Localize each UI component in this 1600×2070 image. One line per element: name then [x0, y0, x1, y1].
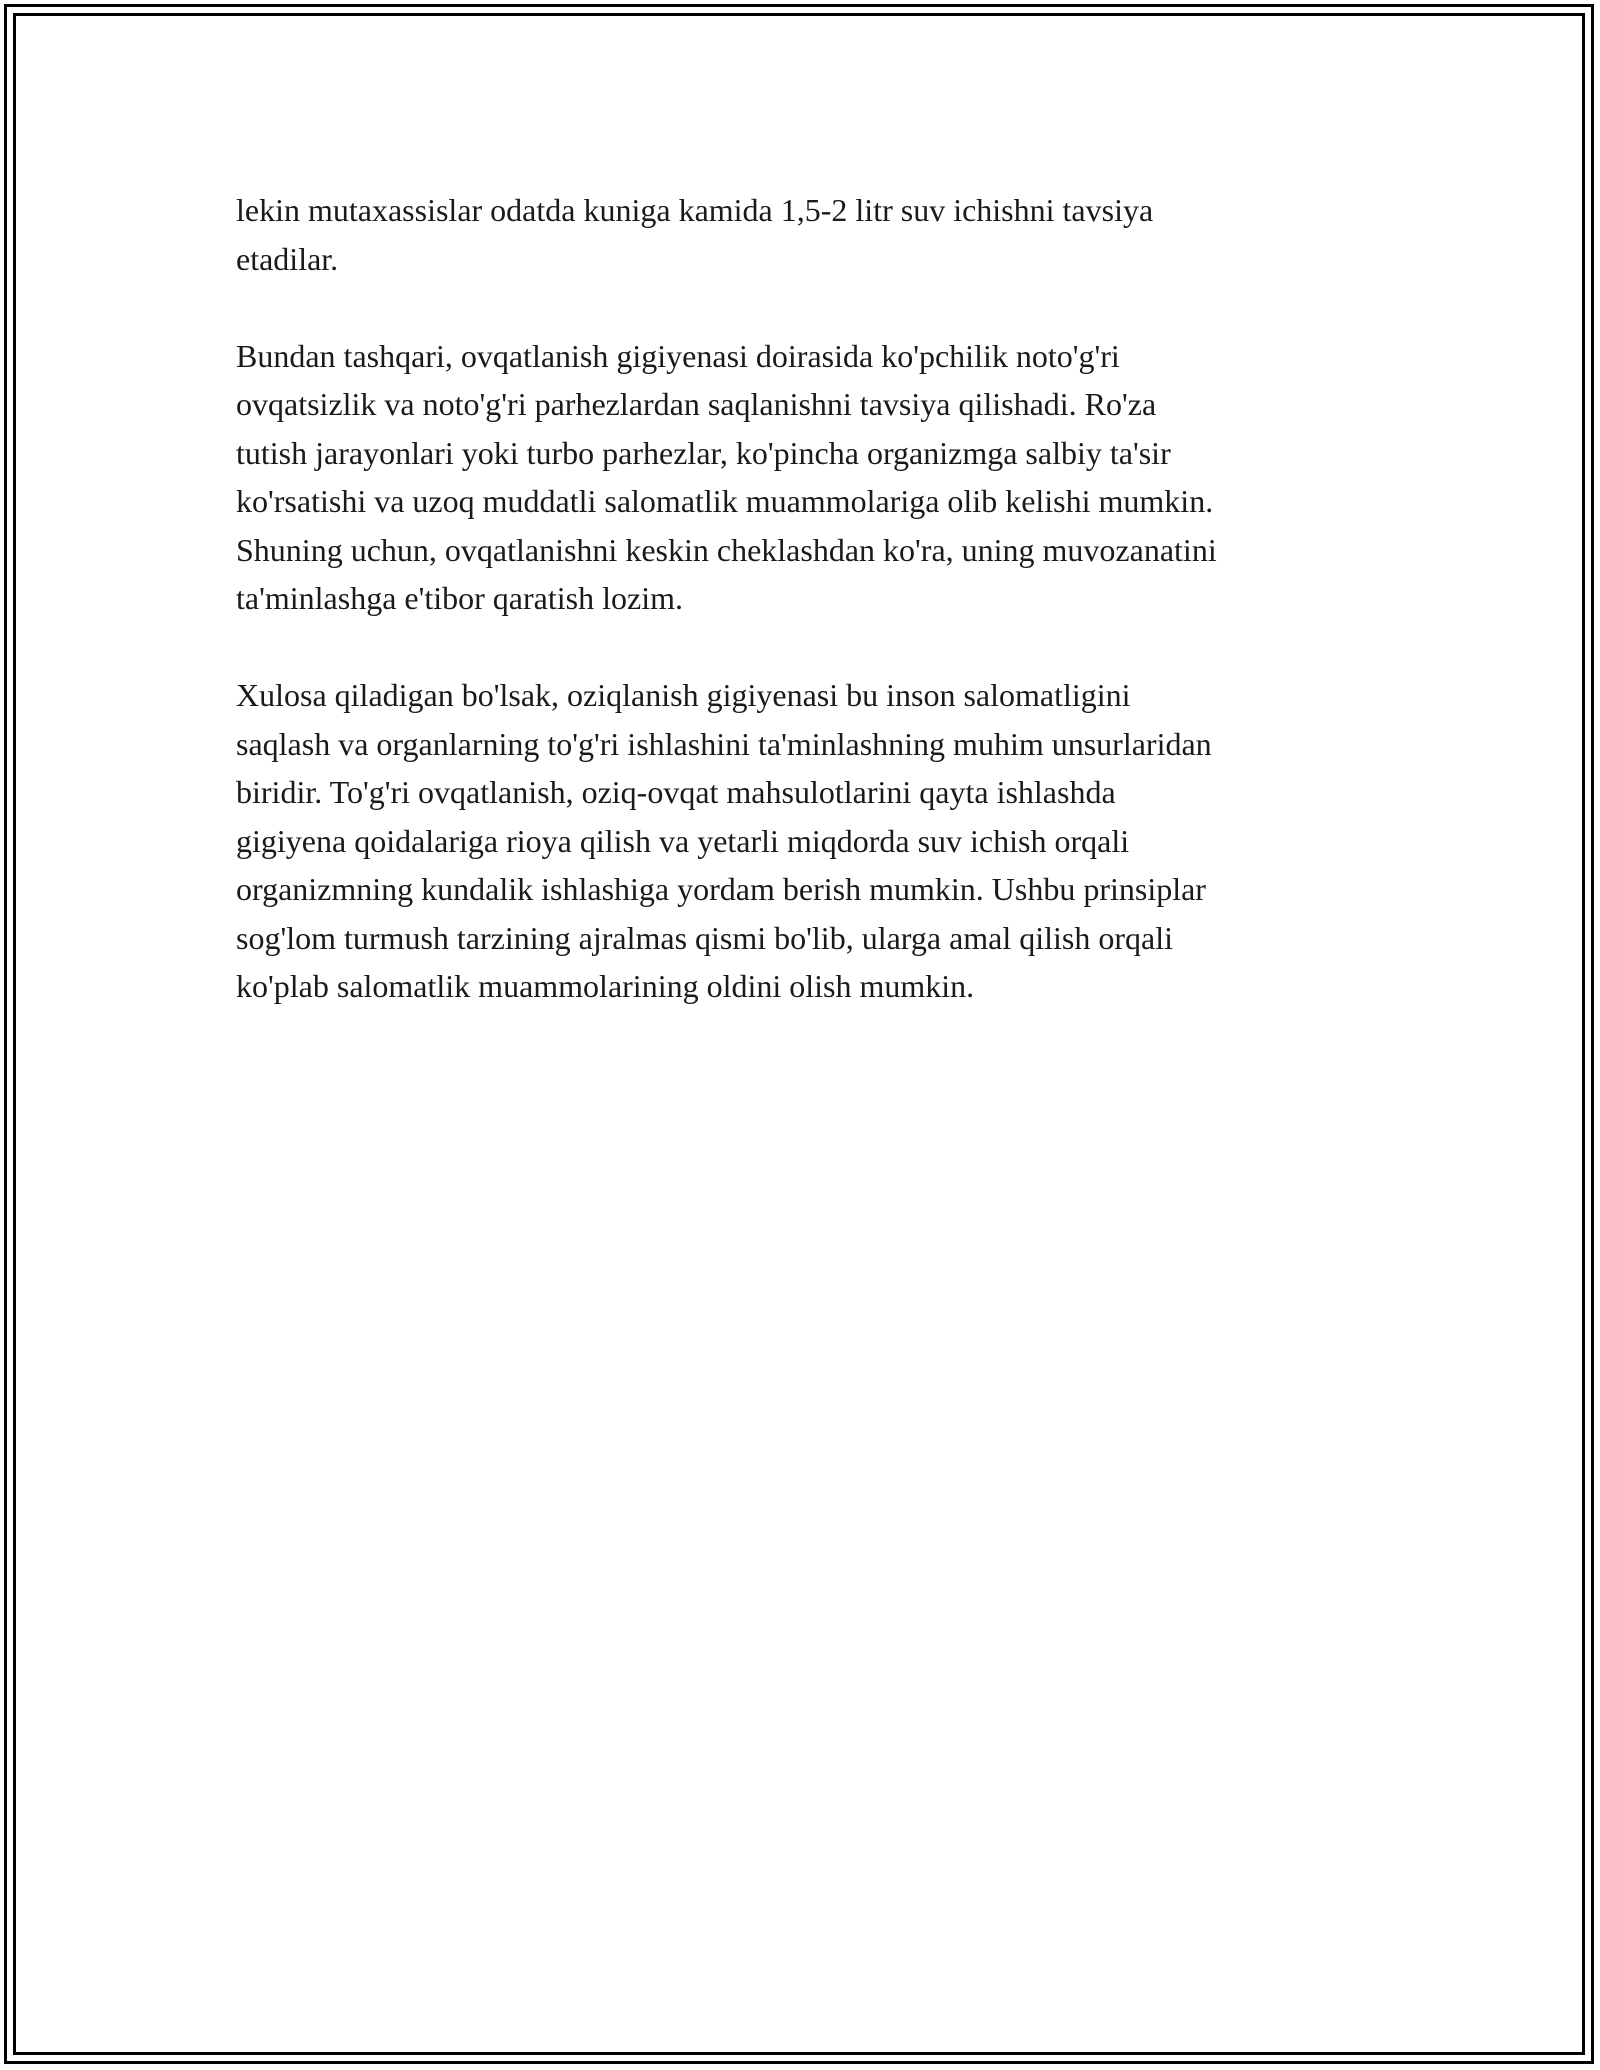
paragraph-diets [236, 332, 1376, 623]
text-line: Shuning uchun, ovqatlanishni keskin cheklashdan ko'ra, uning muvozanatini [236, 531, 1217, 568]
paragraph-conclusion [236, 671, 1376, 1011]
document-body [236, 186, 1376, 1059]
text-line: organizmning kundalik ishlashiga yordam berish mumkin. Ushbu prinsiplar [236, 871, 1206, 907]
text-line: etadilar. [236, 240, 339, 277]
text-line: ko'rsatishi va uzoq muddatli salomatlik muammolariga olib kelishi mumkin. [236, 483, 1214, 519]
text-line: ko'plab salomatlik muammolarining oldini olish mumkin. [236, 968, 975, 1004]
paragraph-water-intake [236, 186, 1376, 283]
text-line: Bundan tashqari, ovqatlanish gigiyenasi doirasida ko'pchilik noto'g'ri [236, 337, 1120, 374]
text-line: ovqatsizlik va noto'g'ri parhezlardan saqlanishni tavsiya qilishadi. Ro'za [236, 386, 1157, 422]
text-line: ta'minlashga e'tibor qaratish lozim. [236, 580, 683, 616]
text-line: saqlash va organlarning to'g'ri ishlashini ta'minlashning muhim unsurlaridan [236, 725, 1212, 762]
text-line: tutish jarayonlari yoki turbo parhezlar, ko'pincha organizmga salbiy ta'sir [236, 434, 1171, 471]
text-line: sog'lom turmush tarzining ajralmas qismi bo'lib, ularga amal qilish orqali [236, 919, 1174, 956]
text-line: biridir. To'g'ri ovqatlanish, oziq-ovqat mahsulotlarini qayta ishlashda [236, 774, 1116, 810]
text-line: lekin mutaxassislar odatda kuniga kamida 1,5-2 litr suv ichishni tavsiya [236, 192, 1154, 228]
text-line: gigiyena qoidalariga rioya qilish va yetarli miqdorda suv ichish orqali [236, 822, 1130, 859]
text-line: Xulosa qiladigan bo'lsak, oziqlanish gigiyenasi bu inson salomatligini [236, 677, 1131, 713]
